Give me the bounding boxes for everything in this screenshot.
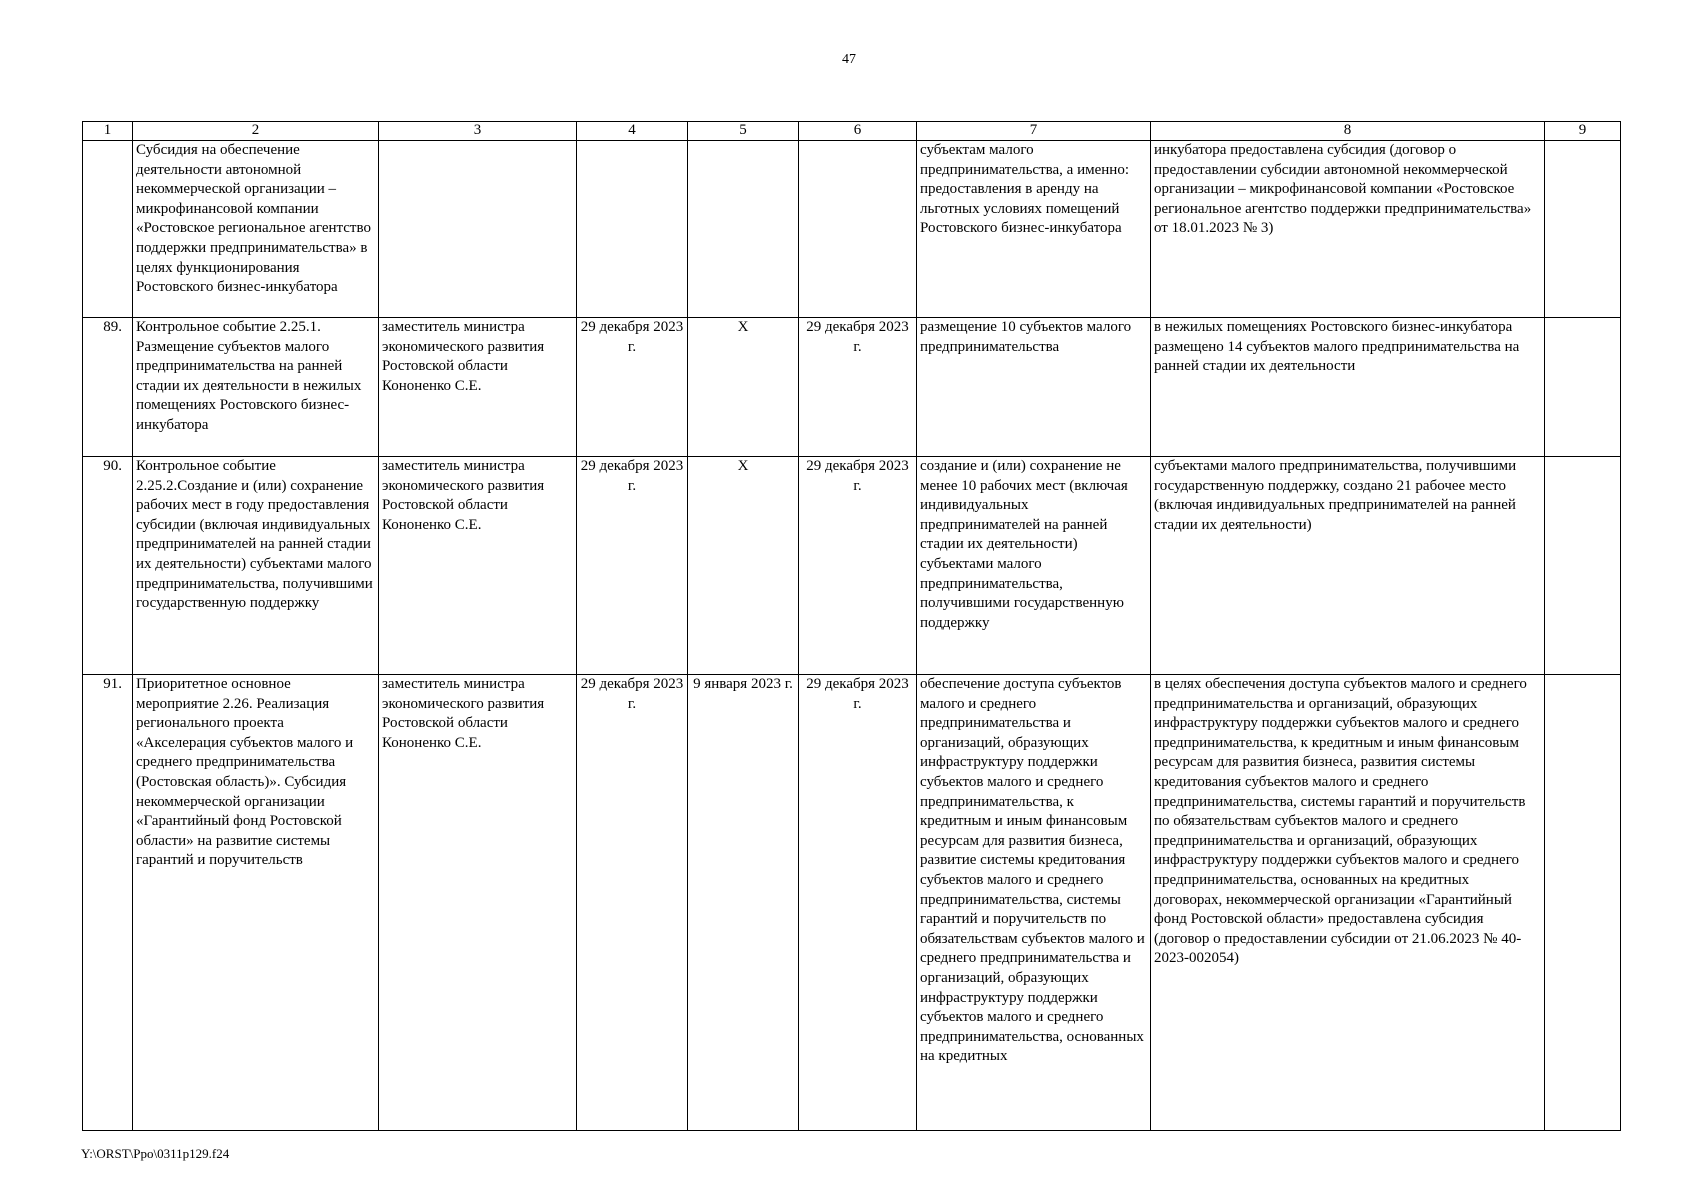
notes-cell: [1545, 318, 1621, 457]
actual-result-cell: субъектами малого предпринимательства, получившими государственную поддержку, создано 21 рабочее место (включая индивидуальных предпринимателей на ранней стадии их деятельности): [1151, 457, 1545, 675]
actual-end-cell: 29 декабря 2023 г.: [799, 457, 917, 675]
page-number: 47: [842, 52, 856, 67]
actual-result-cell: в нежилых помещениях Ростовского бизнес-инкубатора размещено 14 субъектов малого предпринимательства на ранней стадии их деятельности: [1151, 318, 1545, 457]
column-header: 1: [83, 122, 133, 141]
planned-date-cell: 29 декабря 2023 г.: [577, 457, 688, 675]
table-row: [83, 457, 1621, 675]
column-header: 5: [688, 122, 799, 141]
table-row: [83, 318, 1621, 457]
planned-date-cell: [577, 141, 688, 318]
actual-start-cell: Х: [688, 318, 799, 457]
responsible-cell: заместитель министра экономического развития Ростовской области Кононенко С.Е.: [379, 457, 577, 675]
column-header: 9: [1545, 122, 1621, 141]
actual-start-cell: 9 января 2023 г.: [688, 675, 799, 1131]
row-number-cell: 89.: [83, 318, 133, 457]
column-header: 7: [917, 122, 1151, 141]
responsible-cell: [379, 141, 577, 318]
notes-cell: [1545, 675, 1621, 1131]
report-table: [82, 121, 1621, 1131]
event-name-cell: Контрольное событие 2.25.2.Создание и (или) сохранение рабочих мест в году предоставления субсидии (включая индивидуальных предпринимателей на ранней стадии их деятельности) субъектами малого предпринимательства, получившими государственную поддержку: [133, 457, 379, 675]
table-row: [83, 675, 1621, 1131]
responsible-cell: заместитель министра экономического развития Ростовской области Кононенко С.Е.: [379, 675, 577, 1131]
actual-start-cell: [688, 141, 799, 318]
planned-date-cell: 29 декабря 2023 г.: [577, 318, 688, 457]
column-header: 2: [133, 122, 379, 141]
planned-result-cell: обеспечение доступа субъектов малого и среднего предпринимательства и организаций, образующих инфраструктуру поддержки субъектов малого и среднего предпринимательства, к кредитным и иным финансовым ресурсам для развития бизнеса, развитие системы кредитования субъектов малого и среднего предпринимательства, системы гарантий и поручительств по обязательствам субъектов малого и среднего предпринимательства и организаций, образующих инфраструктуру поддержки субъектов малого и среднего предпринимательства, основанных на кредитных: [917, 675, 1151, 1131]
column-header: 3: [379, 122, 577, 141]
notes-cell: [1545, 457, 1621, 675]
table-row: [83, 141, 1621, 318]
column-header: 6: [799, 122, 917, 141]
event-name-cell: Контрольное событие 2.25.1. Размещение субъектов малого предпринимательства на ранней стадии их деятельности в нежилых помещениях Ростовского бизнес-инкубатора: [133, 318, 379, 457]
row-number-cell: 91.: [83, 675, 133, 1131]
row-number-cell: [83, 141, 133, 318]
event-name-cell: Приоритетное основное мероприятие 2.26. Реализация регионального проекта «Акселерация субъектов малого и среднего предпринимательства (Ростовская область)». Субсидия некоммерческой организации «Гарантийный фонд Ростовской области» на развитие системы гарантий и поручительств: [133, 675, 379, 1131]
planned-result-cell: субъектам малого предпринимательства, а именно: предоставления в аренду на льготных условиях помещений Ростовского бизнес-инкубатора: [917, 141, 1151, 318]
column-header: 4: [577, 122, 688, 141]
table-header-row: [83, 122, 1621, 141]
row-number-cell: 90.: [83, 457, 133, 675]
actual-result-cell: в целях обеспечения доступа субъектов малого и среднего предпринимательства и организаций, образующих инфраструктуру поддержки субъектов малого и среднего предпринимательства, к кредитным и иным финансовым ресурсам для развития бизнеса, развития системы кредитования субъектов малого и среднего предпринимательства, системы гарантий и поручительств по обязательствам субъектов малого и среднего предпринимательства и организаций, образующих инфраструктуру поддержки субъектов малого и среднего предпринимательства, основанных на кредитных договорах, некоммерческой организации «Гарантийный фонд Ростовской области» предоставлена субсидия (договор о предоставлении субсидии от 21.06.2023 № 40-2023-002054): [1151, 675, 1545, 1131]
planned-result-cell: создание и (или) сохранение не менее 10 рабочих мест (включая индивидуальных предпринимателей на ранней стадии их деятельности) субъектами малого предпринимательства, получившими государственную поддержку: [917, 457, 1151, 675]
actual-end-cell: 29 декабря 2023 г.: [799, 675, 917, 1131]
report-table-container: [82, 121, 1620, 1131]
planned-date-cell: 29 декабря 2023 г.: [577, 675, 688, 1131]
actual-start-cell: Х: [688, 457, 799, 675]
actual-end-cell: 29 декабря 2023 г.: [799, 318, 917, 457]
column-header: 8: [1151, 122, 1545, 141]
event-name-cell: Субсидия на обеспечение деятельности автономной некоммерческой организации – микрофинансовой компании «Ростовское региональное агентство поддержки предпринимательства» в целях функционирования Ростовского бизнес-инкубатора: [133, 141, 379, 318]
file-path-footer: Y:\ORST\Ppo\0311p129.f24: [81, 1146, 230, 1161]
planned-result-cell: размещение 10 субъектов малого предпринимательства: [917, 318, 1151, 457]
notes-cell: [1545, 141, 1621, 318]
actual-end-cell: [799, 141, 917, 318]
responsible-cell: заместитель министра экономического развития Ростовской области Кононенко С.Е.: [379, 318, 577, 457]
actual-result-cell: инкубатора предоставлена субсидия (договор о предоставлении субсидии автономной некоммерческой организации – микрофинансовой компании «Ростовское региональное агентство поддержки предпринимательства» от 18.01.2023 № 3): [1151, 141, 1545, 318]
